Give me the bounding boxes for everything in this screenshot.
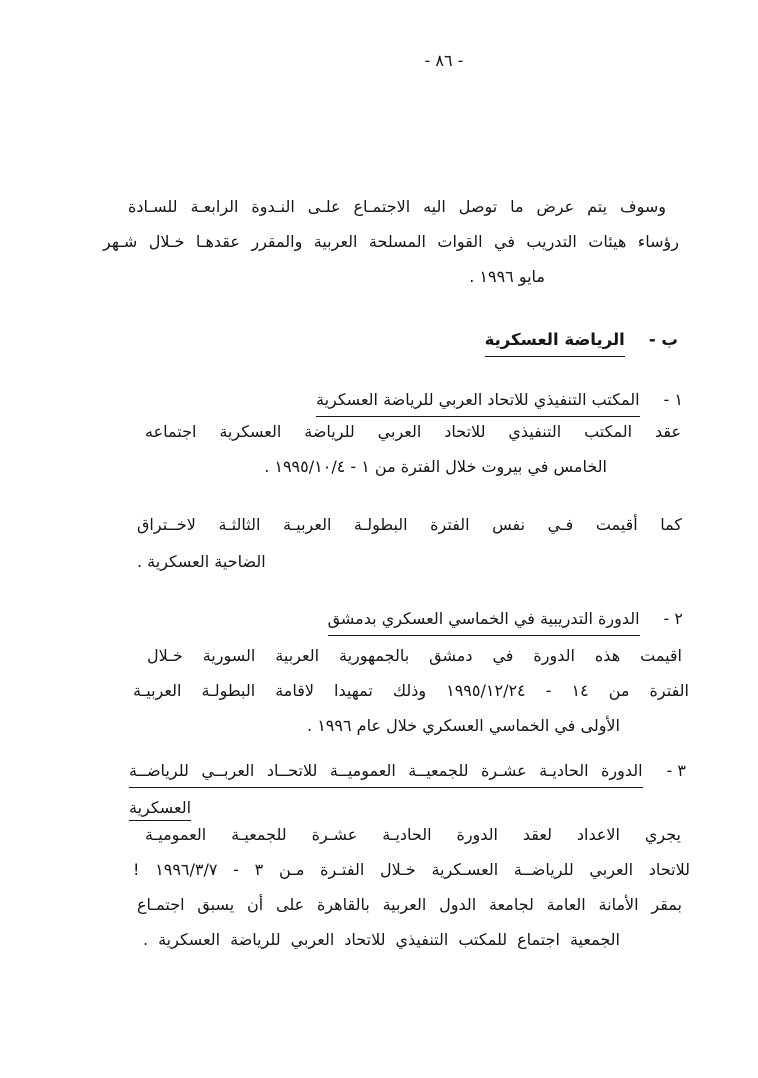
intro-paragraph-line-3: مايو ١٩٩٦ . bbox=[469, 267, 545, 286]
item-1-title: المكتب التنفيذي للاتحاد العربي للرياضة العسكرية bbox=[316, 387, 640, 417]
item-3-heading-line-1 bbox=[129, 758, 686, 788]
item-3-heading-line-2 bbox=[129, 795, 191, 821]
between-paragraph-line-2: الضاحية العسكرية . bbox=[137, 552, 266, 571]
item-1-number: ١ - bbox=[663, 390, 683, 409]
item-3-number: ٣ - bbox=[666, 761, 686, 780]
item-2-body-line-3: الأولى في الخماسي العسكري خلال عام ١٩٩٦ . bbox=[307, 716, 620, 735]
item-3-body-line-2: للاتحاد العربي للرياضــة العسـكرية خـلال الفتـرة مـن ٣ - ١٩٩٦/٣/٧ ! bbox=[133, 860, 690, 879]
item-1-body-line-2: الخامس في بيروت خلال الفترة من ١ - ١٩٩٥/١٠/٤ . bbox=[264, 457, 607, 476]
item-3-body-line-3: بمقر الأمانة العامة لجامعة الدول العربية بالقاهرة على أن يسبق اجتمـاع bbox=[137, 895, 682, 914]
intro-paragraph-line-2: رؤساء هيئات التدريب في القوات المسلحة العربية والمقرر عقدهـا خـلال شـهر bbox=[103, 232, 679, 251]
section-heading-military-sports bbox=[485, 327, 678, 357]
item-1-heading bbox=[316, 387, 683, 417]
item-3-title-part-2: العسكرية bbox=[129, 798, 191, 821]
item-2-heading bbox=[328, 606, 683, 636]
item-3-body-line-1: يجري الاعداد لعقد الدورة الحاديـة عشـرة للجمعيـة العموميـة bbox=[145, 825, 681, 844]
item-3-title-part-1: الدورة الحاديـة عشـرة للجمعيــة العموميــة للاتحــاد العربــي للرياضــة bbox=[129, 758, 643, 788]
item-2-body-line-2: الفترة من ١٤ - ١٩٩٥/١٢/٢٤ وذلك تمهيدا لاقامة البطولـة العربيـة bbox=[133, 681, 690, 700]
item-2-number: ٢ - bbox=[663, 609, 683, 628]
section-title: الرياضة العسكرية bbox=[485, 327, 625, 357]
item-2-title: الدورة التدريبية في الخماسي العسكري بدمشق bbox=[328, 606, 640, 636]
item-1-body-line-1: عقد المكتب التنفيذي للاتحاد العربي للرياضة العسكرية اجتماعه bbox=[145, 422, 681, 441]
page-number: - ٨٦ - bbox=[424, 51, 464, 70]
section-marker: ب - bbox=[648, 330, 678, 349]
intro-paragraph-line-1: وسوف يتم عرض ما توصل اليه الاجتمـاع علـى النـدوة الرابعـة للسـادة bbox=[128, 197, 666, 216]
between-paragraph-line-1: كما أقيمت فـي نفس الفترة البطولـة العربيـة الثالثـة لاخــتراق bbox=[137, 515, 682, 534]
item-3-body-line-4: الجمعية اجتماع للمكتب التنفيذي للاتحاد العربي للرياضة العسكرية . bbox=[143, 930, 620, 949]
item-2-body-line-1: اقيمت هذه الدورة في دمشق بالجمهورية العربية السورية خـلال bbox=[147, 646, 682, 665]
